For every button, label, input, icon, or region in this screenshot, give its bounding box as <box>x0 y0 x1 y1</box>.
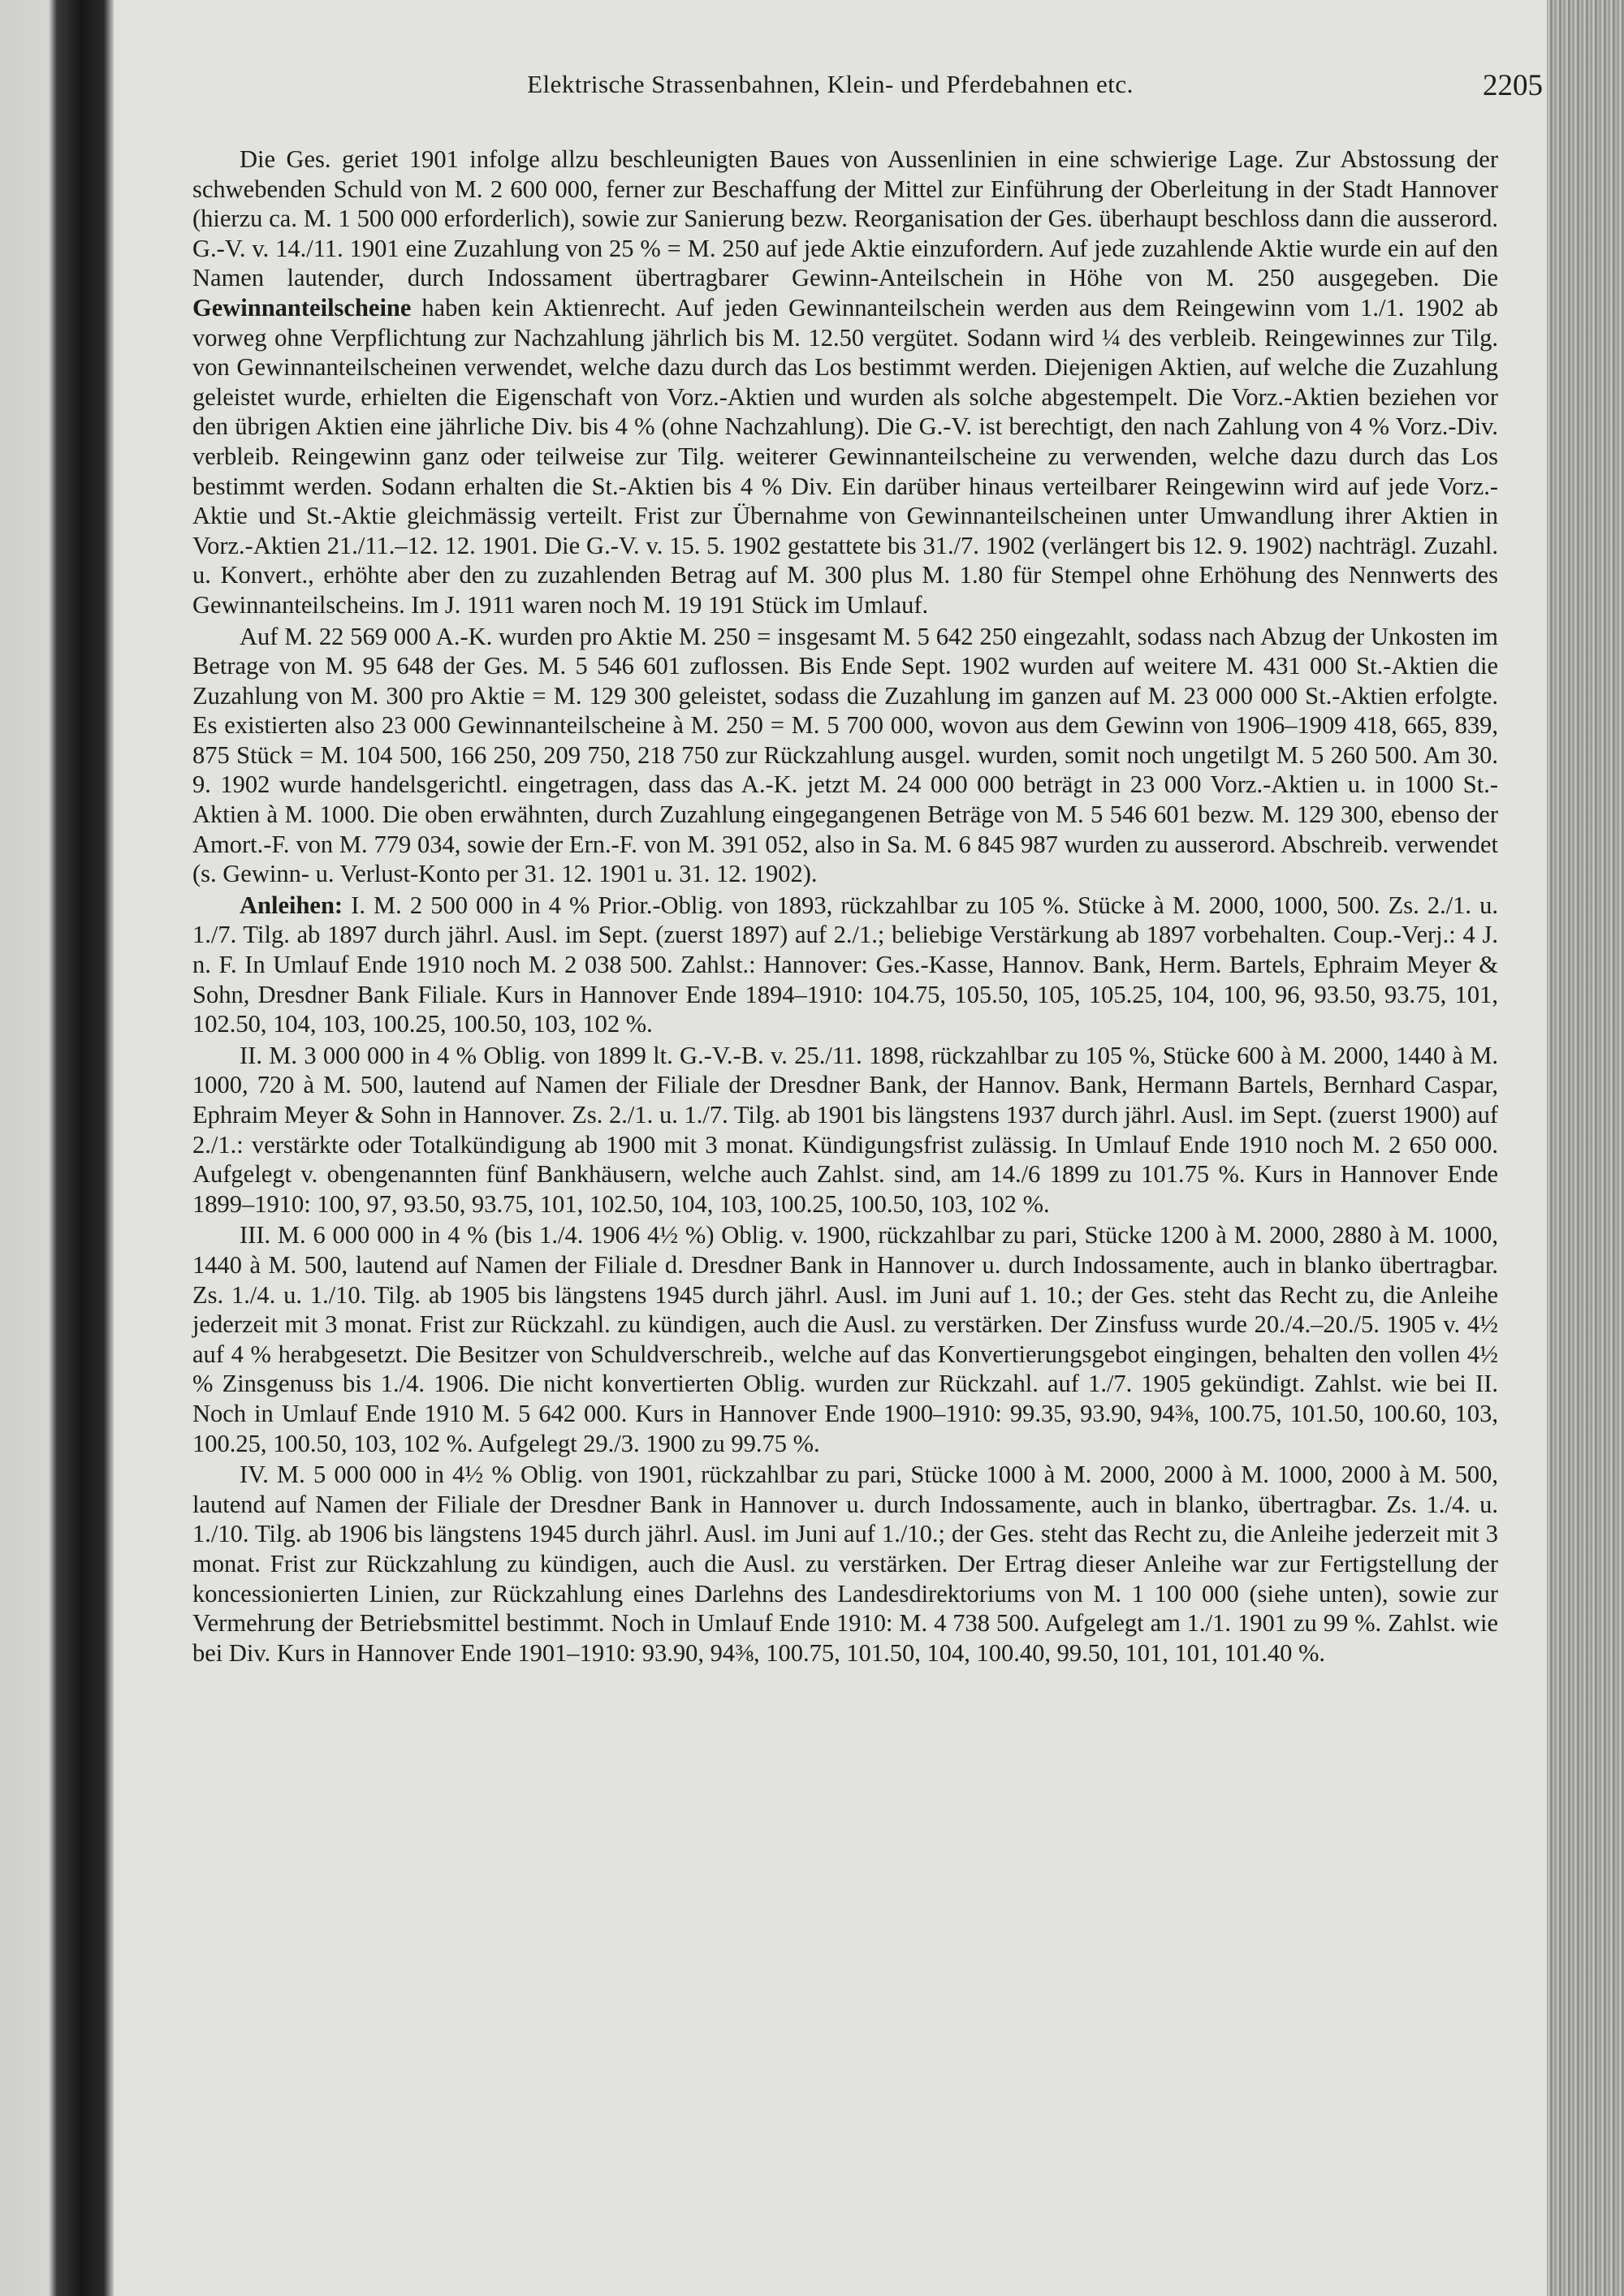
paragraph-anleihe-4 <box>192 1460 1498 1668</box>
body-text <box>192 145 1498 1668</box>
paragraph-text: IV. M. 5 000 000 in 4½ % Oblig. von 1901, rückzahlbar zu pari, Stücke 1000 à M. 2000, 2000 à M. 1000, 2000 à M. 500, lautend auf Namen der Filiale der Dresdner Bank in Hannover u. durch Indossamente, auch in blanko, übertragbar. Zs. 1./4. u. 1./10. Tilg. ab 1906 bis längstens 1945 durch jährl. Ausl. im Juni auf 1./10.; der Ges. steht das Recht zu, die Anleihe jederzeit mit 3 monat. Frist zur Rückzahlung zu kündigen, auch die Ausl. zu verstärken. Der Ertrag dieser Anleihe war zur Fertigstellung der koncessionierten Linien, zur Rückzahlung eines Darlehns des Landesdirektoriums von M. 1 100 000 (siehe unten), sowie zur Vermehrung der Betriebsmittel bestimmt. Noch in Umlauf Ende 1910: M. 4 738 500. Aufgelegt am 1./1. 1901 zu 99 %. Zahlst. wie bei Div. Kurs in Hannover Ende 1901–1910: 93.90, 94⅜, 100.75, 101.50, 104, 100.40, 99.50, 101, 101, 101.40 %. <box>192 1461 1498 1667</box>
paragraph-gewinnanteilscheine <box>192 145 1498 620</box>
scan-page-stack-right <box>1547 0 1624 2296</box>
paragraph-zuzahlung <box>192 622 1498 889</box>
paragraph-text: Auf M. 22 569 000 A.-K. wurden pro Aktie M. 250 = insgesamt M. 5 642 250 eingezahlt, sodass nach Abzug der Unkosten im Betrage von M. 95 648 der Ges. M. 5 546 601 zuflossen. Bis Ende Sept. 1902 wurden auf weitere M. 431 000 St.-Aktien die Zuzahlung von M. 300 pro Aktie = M. 129 300 geleistet, sodass die Zuzahlung im ganzen auf M. 23 000 000 St.-Aktien erfolgte. Es existierten also 23 000 Gewinnanteilscheine à M. 250 = M. 5 700 000, wovon aus dem Gewinn von 1906–1909 418, 665, 839, 875 Stück = M. 104 500, 166 250, 209 750, 218 750 zur Rückzahlung ausgel. wurden, somit noch ungetilgt M. 5 260 500. Am 30. 9. 1902 wurde handelsgerichtl. eingetragen, dass das A.-K. jetzt M. 24 000 000 beträgt in 23 000 Vorz.-Aktien u. in 1000 St.-Aktien à M. 1000. Die oben erwähnten, durch Zuzahlung eingegangenen Beträge von M. 5 546 601 bezw. M. 129 300, ebenso der Amort.-F. von M. 779 034, sowie der Ern.-F. von M. 391 052, also in Sa. M. 6 845 987 wurden zu ausserord. Abschreib. verwendet (s. Gewinn- u. Verlust-Konto per 31. 12. 1901 u. 31. 12. 1902). <box>192 622 1498 888</box>
paragraph-text: III. M. 6 000 000 in 4 % (bis 1./4. 1906 4½ %) Oblig. v. 1900, rückzahlbar zu pari, Stücke 1200 à M. 2000, 2880 à M. 1000, 1440 à M. 500, lautend auf Namen der Filiale d. Dresdner Bank in Hannover u. durch Indossamente, auch in blanko übertragbar. Zs. 1./4. u. 1./10. Tilg. ab 1905 bis längstens 1945 durch jährl. Ausl. im Juni auf 1. 10.; der Ges. steht das Recht zu, die Anleihe jederzeit mit 3 monat. Frist zur Rückzahl. zu kündigen, auch die Ausl. zu verstärken. Der Zinsfuss wurde 20./4.–20./5. 1905 v. 4½ auf 4 % herabgesetzt. Die Besitzer von Schuldverschreib., welche auf das Konvertierungsgebot eingingen, behalten den vollen 4½ % Zinsgenuss bis 1./4. 1906. Die nicht konvertierten Oblig. wurden zur Rückzahl. auf 1./7. 1905 gekündigt. Zahlst. wie bei II. Noch in Umlauf Ende 1910 M. 5 642 000. Kurs in Hannover Ende 1900–1910: 99.35, 93.90, 94⅜, 100.75, 101.50, 100.60, 103, 100.25, 100.50, 103, 102 %. Aufgelegt 29./3. 1900 zu 99.75 %. <box>192 1221 1498 1457</box>
paragraph-anleihe-1 <box>192 891 1498 1039</box>
paragraph-text: II. M. 3 000 000 in 4 % Oblig. von 1899 lt. G.-V.-B. v. 25./11. 1898, rückzahlbar zu 105 %, Stücke 600 à M. 2000, 1440 à M. 1000, 720 à M. 500, lautend auf Namen der Filiale der Dresdner Bank, der Hannov. Bank, Hermann Bartels, Bernhard Caspar, Ephraim Meyer & Sohn in Hannover. Zs. 2./1. u. 1./7. Tilg. ab 1901 bis längstens 1937 durch jährl. Ausl. im Sept. (zuerst 1900) auf 2./1.: verstärkte oder Totalkündigung ab 1900 mit 3 monat. Kündigungsfrist zulässig. In Umlauf Ende 1910 noch M. 2 650 000. Aufgelegt v. obengenannten fünf Bankhäusern, welche auch Zahlst. sind, am 14./6 1899 zu 101.75 %. Kurs in Hannover Ende 1899–1910: 100, 97, 93.50, 93.75, 101, 102.50, 104, 103, 100.25, 100.50, 103, 102 %. <box>192 1041 1498 1218</box>
paragraph-anleihe-3 <box>192 1220 1498 1458</box>
document-page <box>114 0 1547 2296</box>
paragraph-text: Die Ges. geriet 1901 infolge allzu beschleunigten Baues von Aussenlinien in eine schwierige Lage. Zur Abstossung der schwebenden Schuld von M. 2 600 000, ferner zur Beschaffung der Mittel zur Einführung der Oberleitung in der Stadt Hannover (hierzu ca. M. 1 500 000 erforderlich), sowie zur Sanierung bezw. Reorganisation der Ges. überhaupt beschloss dann die ausserord. G.-V. v. 14./11. 1901 eine Zuzahlung von 25 % = M. 250 auf jede Aktie einzufordern. Auf jede zuzahlende Aktie wurde ein auf den Namen lautender, durch Indossament übertragbarer Gewinn-Anteilschein in Höhe von M. 250 ausgegeben. Die <box>192 145 1498 292</box>
running-header <box>114 70 1547 110</box>
page-number: 2205 <box>1483 69 1543 102</box>
paragraph-text-continued: haben kein Aktienrecht. Auf jeden Gewinnanteilschein werden aus dem Reingewinn vom 1./1. 1902 ab vorweg ohne Verpflichtung zur Nachzahlung jährlich bis M. 12.50 vergütet. Sodann wird ¼ des verbleib. Reingewinnes zur Tilg. von Gewinnanteilscheinen verwendet, welche dazu durch das Los bestimmt werden. Diejenigen Aktien, auf welche die Zuzahlung geleistet wurde, erhielten die Eigenschaft von Vorz.-Aktien und wurden als solche abgestempelt. Die Vorz.-Aktien beziehen vor den übrigen Aktien eine jährliche Div. bis 4 % (ohne Nachzahlung). Die G.-V. ist berechtigt, den nach Zahlung von 4 % Vorz.-Div. verbleib. Reingewinn ganz oder teilweise zur Tilg. weiterer Gewinnanteilscheine zu verwenden, welche dazu durch das Los bestimmt werden. Sodann erhalten die St.-Aktien bis 4 % Div. Ein darüber hinaus verteilbarer Reingewinn wird auf jede Vorz.-Aktie und St.-Aktie gleichmässig verteilt. Frist zur Übernahme von Gewinnanteilscheinen unter Umwandlung ihrer Aktien in Vorz.-Aktien 21./11.–12. 12. 1901. Die G.-V. v. 15. 5. 1902 gestattete bis 31./7. 1902 (verlängert bis 12. 9. 1902) nachträgl. Zuzahl. u. Konvert., erhöhte aber den zu zuzahlenden Betrag auf M. 300 plus M. 1.80 für Stempel ohne Erhöhung des Nennwerts des Gewinnanteilscheins. Im J. 1911 waren noch M. 19 191 Stück im Umlauf. <box>192 293 1499 619</box>
header-title: Elektrische Strassenbahnen, Klein- und Pferdebahnen etc. <box>527 70 1134 98</box>
paragraph-text: I. M. 2 500 000 in 4 % Prior.-Oblig. von 1893, rückzahlbar zu 105 %. Stücke à M. 2000, 1000, 500. Zs. 2./1. u. 1./7. Tilg. ab 1897 durch jährl. Ausl. im Sept. (zuerst 1897) auf 2./1.; beliebige Verstärkung ab 1897 vorbehalten. Coup.-Verj.: 4 J. n. F. In Umlauf Ende 1910 noch M. 2 038 500. Zahlst.: Hannover: Ges.-Kasse, Hannov. Bank, Herm. Bartels, Ephraim Meyer & Sohn, Dresdner Bank Filiale. Kurs in Hannover Ende 1894–1910: 104.75, 105.50, 105, 105.25, 104, 100, 96, 93.50, 93.75, 101, 102.50, 104, 103, 100.25, 100.50, 103, 102 %. <box>192 891 1498 1038</box>
section-heading-anleihen: Anleihen: <box>240 891 343 919</box>
scan-binding-left <box>0 0 114 2296</box>
paragraph-bold-term: Gewinnanteilscheine <box>192 293 412 322</box>
paragraph-anleihe-2 <box>192 1041 1498 1219</box>
